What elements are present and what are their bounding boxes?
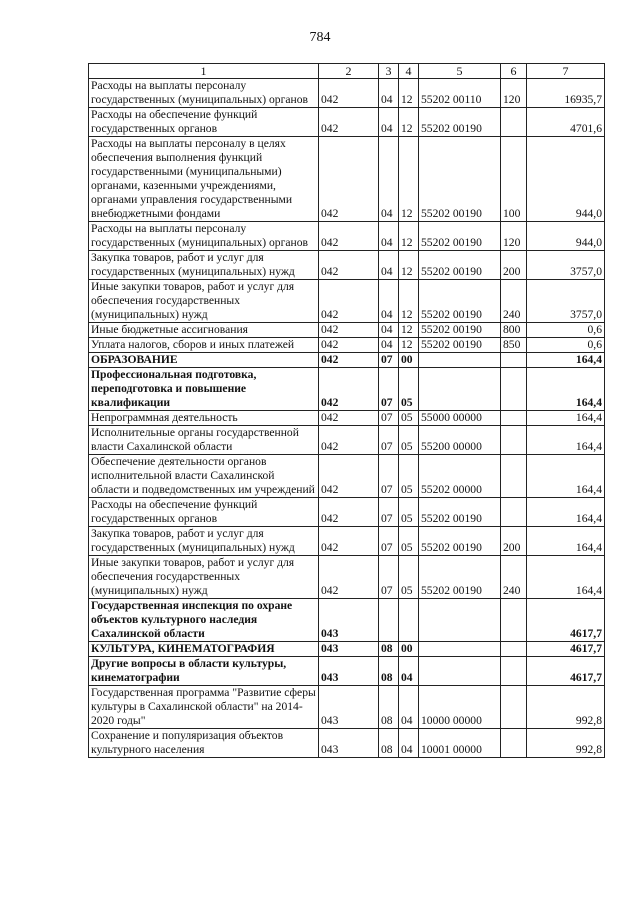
- row-value-cell: 0,6: [527, 323, 605, 338]
- row-value-cell: 05: [399, 527, 419, 556]
- table-row: [89, 729, 605, 758]
- row-value-cell: 042: [319, 222, 379, 251]
- row-value-cell: 12: [399, 323, 419, 338]
- row-name-cell: Обеспечение деятельности органов исполнительной власти Сахалинской области и подведомственных им учреждений: [89, 455, 319, 498]
- row-value-cell: 55000 00000: [419, 411, 501, 426]
- row-value-cell: 05: [399, 498, 419, 527]
- row-value-cell: 05: [399, 368, 419, 411]
- table-row: [89, 280, 605, 323]
- row-value-cell: 04: [399, 729, 419, 758]
- row-name-cell: Государственная программа "Развитие сферы культуры в Сахалинской области" на 2014-2020 годы": [89, 686, 319, 729]
- row-value-cell: 120: [501, 222, 527, 251]
- row-value-cell: [501, 686, 527, 729]
- row-value-cell: 08: [379, 657, 399, 686]
- row-name-cell: Государственная инспекция по охране объектов культурного наследия Сахалинской области: [89, 599, 319, 642]
- row-value-cell: 55202 00190: [419, 498, 501, 527]
- row-value-cell: 200: [501, 251, 527, 280]
- row-value-cell: 992,8: [527, 729, 605, 758]
- row-value-cell: 164,4: [527, 527, 605, 556]
- row-value-cell: 12: [399, 338, 419, 353]
- row-value-cell: 10001 00000: [419, 729, 501, 758]
- row-value-cell: 850: [501, 338, 527, 353]
- row-name-cell: Закупка товаров, работ и услуг для государственных (муниципальных) нужд: [89, 527, 319, 556]
- row-value-cell: 07: [379, 368, 399, 411]
- row-value-cell: 120: [501, 79, 527, 108]
- page-number: 784: [309, 30, 331, 45]
- row-value-cell: 042: [319, 79, 379, 108]
- row-value-cell: 042: [319, 455, 379, 498]
- row-value-cell: [419, 657, 501, 686]
- row-value-cell: 07: [379, 353, 399, 368]
- row-value-cell: 04: [379, 251, 399, 280]
- row-value-cell: 12: [399, 280, 419, 323]
- row-value-cell: 55202 00190: [419, 527, 501, 556]
- header-cell: 4: [399, 64, 419, 79]
- row-name-cell: Другие вопросы в области культуры, кинематографии: [89, 657, 319, 686]
- row-value-cell: 55202 00190: [419, 338, 501, 353]
- row-value-cell: 0,6: [527, 338, 605, 353]
- header-cell: 7: [527, 64, 605, 79]
- row-value-cell: 04: [379, 137, 399, 222]
- row-value-cell: [501, 108, 527, 137]
- row-value-cell: [501, 498, 527, 527]
- row-value-cell: 00: [399, 353, 419, 368]
- row-value-cell: 042: [319, 426, 379, 455]
- row-value-cell: [419, 368, 501, 411]
- row-value-cell: 4617,7: [527, 599, 605, 642]
- row-value-cell: 164,4: [527, 368, 605, 411]
- row-value-cell: 043: [319, 599, 379, 642]
- row-name-cell: Иные закупки товаров, работ и услуг для обеспечения государственных (муниципальных) нужд: [89, 556, 319, 599]
- row-value-cell: [399, 599, 419, 642]
- row-value-cell: 07: [379, 411, 399, 426]
- row-value-cell: 042: [319, 498, 379, 527]
- row-value-cell: 042: [319, 108, 379, 137]
- table-row: [89, 79, 605, 108]
- row-value-cell: 04: [379, 79, 399, 108]
- row-value-cell: [501, 368, 527, 411]
- row-value-cell: [419, 599, 501, 642]
- row-value-cell: 800: [501, 323, 527, 338]
- row-value-cell: 08: [379, 642, 399, 657]
- row-value-cell: 55202 00190: [419, 556, 501, 599]
- row-value-cell: 55202 00190: [419, 280, 501, 323]
- row-value-cell: 05: [399, 455, 419, 498]
- table-row: [89, 108, 605, 137]
- row-value-cell: 042: [319, 556, 379, 599]
- row-value-cell: 04: [379, 280, 399, 323]
- table-row: [89, 657, 605, 686]
- table-header-row: [89, 64, 605, 79]
- row-value-cell: 042: [319, 280, 379, 323]
- table-row: [89, 426, 605, 455]
- row-name-cell: Расходы на выплаты персоналу в целях обеспечения выполнения функций государственными (муниципальными) органами, казенными учреждениями, органами управления государственными внебюджетными фондами: [89, 137, 319, 222]
- header-cell: 2: [319, 64, 379, 79]
- row-value-cell: 12: [399, 79, 419, 108]
- table-row: [89, 556, 605, 599]
- row-name-cell: Расходы на обеспечение функций государственных органов: [89, 108, 319, 137]
- row-value-cell: 55202 00190: [419, 251, 501, 280]
- row-value-cell: 55202 00000: [419, 455, 501, 498]
- row-name-cell: Профессиональная подготовка, переподготовка и повышение квалификации: [89, 368, 319, 411]
- row-value-cell: 164,4: [527, 498, 605, 527]
- row-value-cell: 043: [319, 657, 379, 686]
- row-value-cell: 3757,0: [527, 280, 605, 323]
- row-value-cell: 042: [319, 527, 379, 556]
- table-row: [89, 498, 605, 527]
- row-value-cell: 3757,0: [527, 251, 605, 280]
- row-value-cell: [419, 642, 501, 657]
- row-value-cell: 200: [501, 527, 527, 556]
- row-value-cell: [419, 353, 501, 368]
- row-value-cell: 07: [379, 498, 399, 527]
- row-value-cell: 10000 00000: [419, 686, 501, 729]
- row-value-cell: 07: [379, 527, 399, 556]
- row-value-cell: 55202 00190: [419, 222, 501, 251]
- row-value-cell: 4617,7: [527, 657, 605, 686]
- row-name-cell: Иные бюджетные ассигнования: [89, 323, 319, 338]
- row-value-cell: 12: [399, 108, 419, 137]
- row-value-cell: 55202 00190: [419, 108, 501, 137]
- row-name-cell: Расходы на обеспечение функций государственных органов: [89, 498, 319, 527]
- row-value-cell: 944,0: [527, 222, 605, 251]
- table-row: [89, 686, 605, 729]
- row-value-cell: 12: [399, 251, 419, 280]
- row-value-cell: 164,4: [527, 353, 605, 368]
- row-value-cell: 55202 00190: [419, 323, 501, 338]
- row-value-cell: 07: [379, 455, 399, 498]
- row-value-cell: 05: [399, 411, 419, 426]
- row-name-cell: Сохранение и популяризация объектов культурного населения: [89, 729, 319, 758]
- row-value-cell: 164,4: [527, 556, 605, 599]
- row-value-cell: 4701,6: [527, 108, 605, 137]
- table-row: [89, 368, 605, 411]
- table-row: [89, 251, 605, 280]
- row-value-cell: 043: [319, 729, 379, 758]
- row-value-cell: [379, 599, 399, 642]
- row-name-cell: Иные закупки товаров, работ и услуг для обеспечения государственных (муниципальных) нужд: [89, 280, 319, 323]
- row-value-cell: 12: [399, 222, 419, 251]
- header-cell: 1: [89, 64, 319, 79]
- row-value-cell: 944,0: [527, 137, 605, 222]
- row-name-cell: Уплата налогов, сборов и иных платежей: [89, 338, 319, 353]
- table-row: [89, 599, 605, 642]
- row-value-cell: 042: [319, 368, 379, 411]
- row-value-cell: 04: [399, 686, 419, 729]
- row-value-cell: 042: [319, 411, 379, 426]
- row-value-cell: 04: [379, 108, 399, 137]
- row-value-cell: [501, 729, 527, 758]
- row-value-cell: 164,4: [527, 455, 605, 498]
- row-value-cell: [501, 353, 527, 368]
- row-name-cell: ОБРАЗОВАНИЕ: [89, 353, 319, 368]
- row-value-cell: [501, 657, 527, 686]
- row-value-cell: [501, 411, 527, 426]
- row-value-cell: 05: [399, 426, 419, 455]
- row-value-cell: 07: [379, 556, 399, 599]
- row-name-cell: Непрограммная деятельность: [89, 411, 319, 426]
- header-cell: 5: [419, 64, 501, 79]
- row-value-cell: 55202 00110: [419, 79, 501, 108]
- header-cell: 6: [501, 64, 527, 79]
- row-name-cell: Расходы на выплаты персоналу государственных (муниципальных) органов: [89, 79, 319, 108]
- table-row: [89, 137, 605, 222]
- row-value-cell: [501, 599, 527, 642]
- row-value-cell: 042: [319, 323, 379, 338]
- row-value-cell: 04: [379, 323, 399, 338]
- table-row: [89, 527, 605, 556]
- table-row: [89, 222, 605, 251]
- row-value-cell: 16935,7: [527, 79, 605, 108]
- budget-table: [88, 63, 605, 758]
- row-name-cell: Расходы на выплаты персоналу государственных (муниципальных) органов: [89, 222, 319, 251]
- row-value-cell: 04: [379, 222, 399, 251]
- row-value-cell: 164,4: [527, 411, 605, 426]
- row-name-cell: Закупка товаров, работ и услуг для государственных (муниципальных) нужд: [89, 251, 319, 280]
- row-value-cell: [501, 642, 527, 657]
- row-value-cell: [501, 426, 527, 455]
- row-value-cell: 08: [379, 686, 399, 729]
- header-cell: 3: [379, 64, 399, 79]
- row-value-cell: 042: [319, 338, 379, 353]
- row-value-cell: 04: [399, 657, 419, 686]
- row-value-cell: 08: [379, 729, 399, 758]
- row-value-cell: 4617,7: [527, 642, 605, 657]
- row-value-cell: 164,4: [527, 426, 605, 455]
- table-row: [89, 455, 605, 498]
- row-value-cell: 042: [319, 353, 379, 368]
- row-value-cell: 240: [501, 280, 527, 323]
- row-value-cell: 100: [501, 137, 527, 222]
- row-value-cell: 992,8: [527, 686, 605, 729]
- row-value-cell: 042: [319, 251, 379, 280]
- row-value-cell: 55202 00190: [419, 137, 501, 222]
- table-row: [89, 411, 605, 426]
- row-value-cell: 07: [379, 426, 399, 455]
- table-row: [89, 323, 605, 338]
- row-value-cell: 04: [379, 338, 399, 353]
- row-value-cell: [501, 455, 527, 498]
- row-value-cell: 043: [319, 642, 379, 657]
- row-name-cell: Исполнительные органы государственной власти Сахалинской области: [89, 426, 319, 455]
- table-row: [89, 338, 605, 353]
- row-value-cell: 240: [501, 556, 527, 599]
- row-value-cell: 12: [399, 137, 419, 222]
- row-value-cell: 55200 00000: [419, 426, 501, 455]
- row-value-cell: 042: [319, 137, 379, 222]
- row-value-cell: 043: [319, 686, 379, 729]
- table-row: [89, 353, 605, 368]
- row-value-cell: 05: [399, 556, 419, 599]
- row-name-cell: КУЛЬТУРА, КИНЕМАТОГРАФИЯ: [89, 642, 319, 657]
- row-value-cell: 00: [399, 642, 419, 657]
- table-row: [89, 642, 605, 657]
